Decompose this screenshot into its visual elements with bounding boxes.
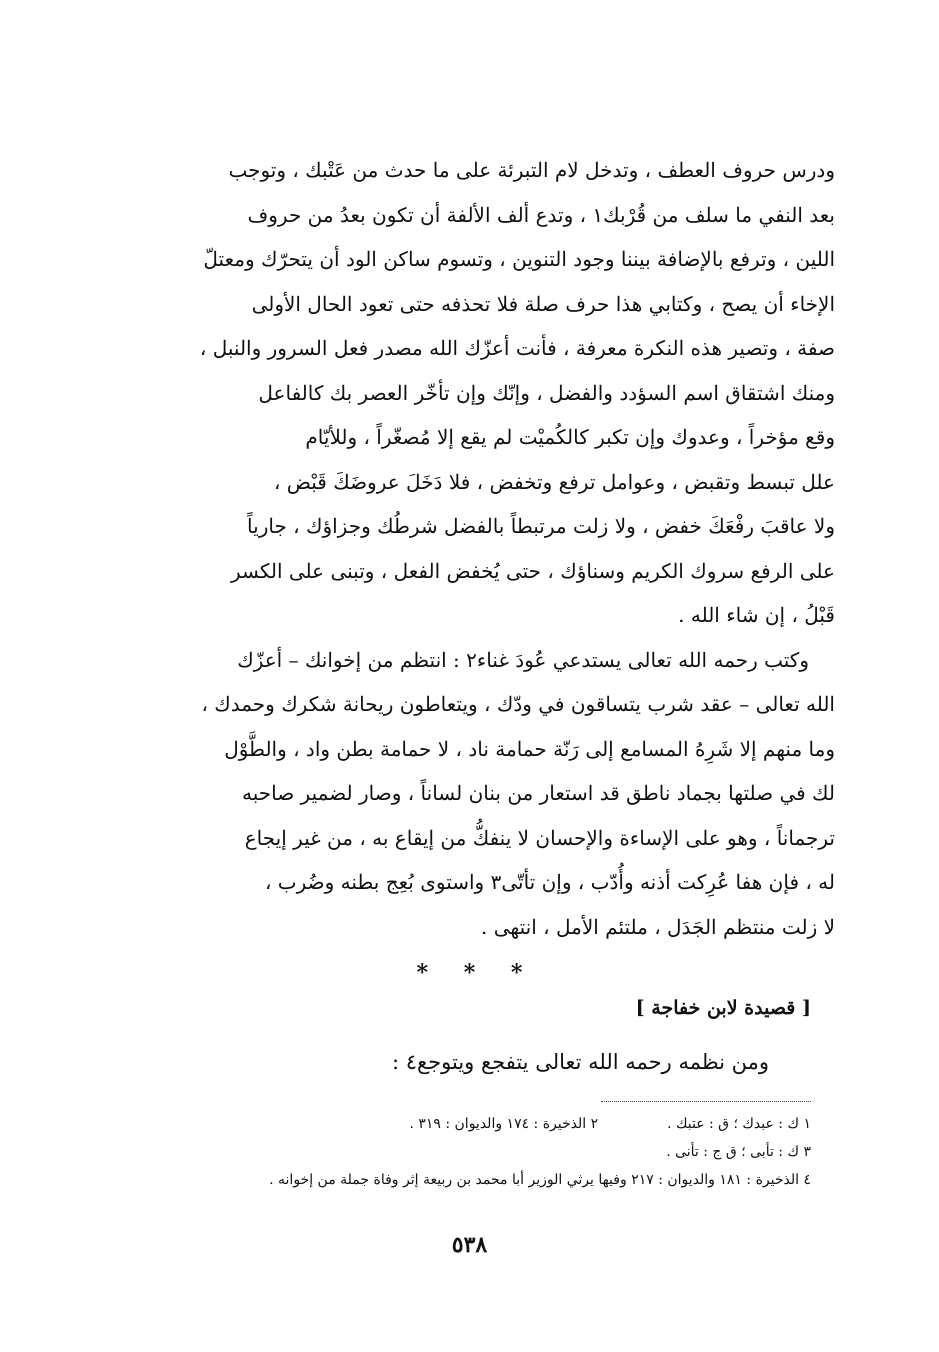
footnote-row: [111, 1110, 811, 1138]
separator-star: *: [510, 960, 523, 986]
body-line: ومنك اشتقاق اسم السؤدد والفضل ، وإنّك وإن تأخّر العصر بك كالفاعل: [258, 380, 835, 405]
footnotes: [111, 1110, 811, 1194]
footnote-1: ١ ك : عبدك ؛ ق : عتبك .: [667, 1116, 811, 1132]
body-line: بعد النفي ما سلف من قُرْبك١ ، وتدع ألف الألفة أن تكون بعدُ من حروف: [247, 202, 835, 227]
body-line: الله تعالى – عقد شرب يتساقون في ودّك ، ويتعاطون ريحانة شكرك وحمدك ،: [201, 692, 835, 716]
section-heading: [ قصيدة لابن خفاجة ]: [635, 997, 811, 1019]
body-line: وقع مؤخراً ، وعدوك وإن تكبر كالكُميْت لم يقع إلا مُصغّراً ، وللأيّام: [305, 425, 835, 449]
body-line: وما منهم إلا شَرِهُ المسامع إلى رَنّة حمامة ناد ، لا حمامة بطن واد ، والطَّوْل: [224, 736, 835, 761]
body-line: الإخاء أن يصح ، وكتابي هذا حرف صلة فلا تحذفه حتى تعود الحال الأولى: [251, 291, 835, 316]
poem-intro-line: ومن نظمه رحمه الله تعالى يتفجع ويتوجع٤ :: [391, 1050, 769, 1074]
body-line: اللين ، وترفع بالإضافة بيننا وجود التنوين ، وتسوم ساكن الود أن يتحرّك ومعتلّ: [203, 247, 835, 271]
body-line: على الرفع سروك الكريم وسناؤك ، حتى يُخفض الفعل ، وتبنى على الكسر: [230, 558, 835, 583]
body-line: ولا عاقبَ رفْعَكَ خفض ، ولا زلت مرتبطاً بالفضل شرطُك وجزاؤك ، جارياً: [247, 514, 835, 538]
body-line: له ، فإن هفا عُرِكت أذنه وأُدّب ، وإن تأتّى٣ واستوى بُعِج بطنه وضُرب ،: [264, 870, 835, 894]
separator-star: *: [463, 960, 476, 986]
body-text: [110, 148, 835, 949]
footnote-2: ٢ الذخيرة : ١٧٤ والديوان : ٣١٩ .: [409, 1116, 599, 1132]
page-number: ٥٣٨: [451, 1232, 488, 1258]
footnote-3: ٣ ك : تأبى ؛ ق ج : تأنى .: [666, 1144, 811, 1160]
body-line: وكتب رحمه الله تعالى يستدعي عُودَ غناء٢ : انتظم من إخوانك – أعزّك: [237, 647, 809, 672]
section-separator: [0, 960, 939, 986]
body-line: قَبْلُ ، إن شاء الله .: [678, 603, 835, 627]
body-line: صفة ، وتصير هذه النكرة معرفة ، فأنت أعزّك الله مصدر فعل السرور والنبل ،: [199, 336, 835, 360]
body-line: لك في صلتها بجماد ناطق قد استعار من بنان لساناً ، وصار لضمير صاحبه: [241, 781, 835, 805]
body-line: ترجماناً ، وهو على الإساءة والإحسان لا ينفكُّ من إيقاع به ، من غير إيجاع: [244, 825, 835, 850]
separator-star: *: [416, 960, 429, 986]
body-line: لا زلت منتظم الجَدَل ، ملتئم الأمل ، انتهى .: [481, 914, 835, 939]
footnote-divider: [601, 1101, 811, 1102]
body-line: ودرس حروف العطف ، وتدخل لام التبرئة على ما حدث من عَتْبك ، وتوجب: [228, 158, 835, 182]
footnote-4: ٤ الذخيرة : ١٨١ والديوان : ٢١٧ وفيها يرثي الوزير أبا محمد بن ربيعة إثر وفاة جملة من إخوانه .: [269, 1172, 811, 1188]
body-line: علل تبسط وتقبض ، وعوامل ترفع وتخفض ، فلا دَخَلَ عروضَكَ قَبْض ،: [273, 469, 835, 494]
